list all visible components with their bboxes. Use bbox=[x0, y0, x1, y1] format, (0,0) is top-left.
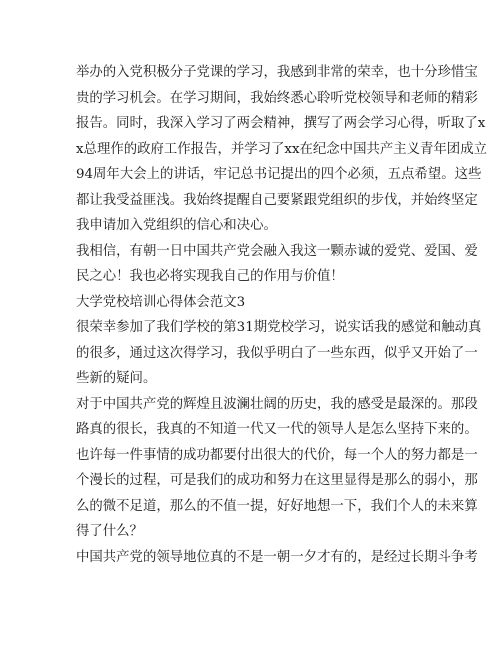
text-line: 民之心！我也必将实现我自己的作用与价值！ bbox=[76, 269, 344, 284]
text-line: 举办的入党积极分子党课的学习，我感到非常的荣幸，也十分珍惜宝 bbox=[76, 65, 478, 80]
text-line: 大学党校培训心得体会范文3 bbox=[76, 294, 246, 310]
text-line: 我相信，有朝一日中国共产党会融入我这一颗赤诚的爱党、爱国、爱 bbox=[76, 243, 478, 259]
text-line: 94周年大会上的讲话，牢记总书记提出的四个必须，五点希望。这些 bbox=[76, 167, 482, 182]
text-line: 贵的学习机会。在学习期间，我始终悉心聆听党校领导和老师的精彩 bbox=[76, 90, 478, 106]
text-line: 路真的很长，我真的不知道一代又一代的领导人是怎么坚持下来的。 bbox=[76, 422, 478, 437]
text-line: 些新的疑问。 bbox=[76, 371, 157, 386]
text-line: 也许每一件事情的成功都要付出很大的代价，每一个人的努力都是一 bbox=[76, 447, 478, 463]
text-line: 报告。同时，我深入学习了两会精神，撰写了两会学习心得，听取了x bbox=[76, 116, 486, 131]
text-line: 对于中国共产党的辉煌且波澜壮阔的历史，我的感受是最深的。那段 bbox=[76, 396, 478, 412]
text-line: 中国共产党的领导地位真的不是一朝一夕才有的，是经过长期斗争考 bbox=[76, 549, 478, 565]
text-line: 的很多，通过这次得学习，我似乎明白了一些东西，似乎又开始了一 bbox=[76, 345, 478, 361]
text-line: 么的微不足道，那么的不值一提，好好地想一下，我们个人的未来算 bbox=[76, 498, 478, 514]
text-line: 都让我受益匪浅。我始终提醒自己要紧跟党组织的步伐，并始终坚定 bbox=[76, 192, 478, 208]
text-line: 我申请加入党组织的信心和决心。 bbox=[76, 218, 277, 233]
document-body bbox=[76, 60, 487, 570]
text-line: 个漫长的过程，可是我们的成功和努力在这里显得是那么的弱小，那 bbox=[76, 473, 478, 488]
text-line: 很荣幸参加了我们学校的第31期党校学习，说实话我的感觉和触动真 bbox=[76, 320, 482, 335]
text-line: 得了什么？ bbox=[76, 524, 143, 539]
text-line: x总理作的政府工作报告，并学习了xx在纪念中国共产主义青年团成立 bbox=[76, 141, 487, 157]
